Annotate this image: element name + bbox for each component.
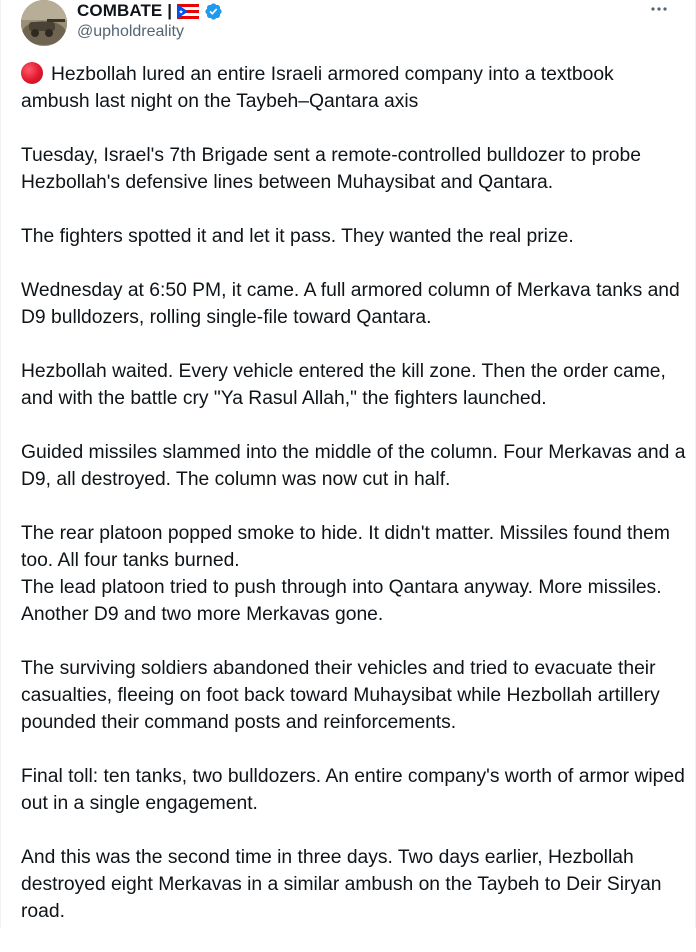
post-paragraph: Guided missiles slammed into the middle of the column. Four Merkavas and a D9, all destroyed. The column was now cut in half. (21, 442, 686, 490)
verified-badge-icon (204, 2, 223, 21)
post-paragraph: The fighters spotted it and let it pass. They wanted the real prize. (21, 226, 574, 247)
author-display-name[interactable]: COMBATE | (77, 1, 173, 20)
avatar-image (21, 0, 67, 46)
post-paragraph: Hezbollah lured an entire Israeli armored company into a textbook ambush last night on the Taybeh–Qantara axis (21, 64, 614, 112)
post-text (21, 61, 686, 952)
post-paragraph: The surviving soldiers abandoned their vehicles and tried to evacuate their casualties, fleeing on foot back toward Muhaysibat while Hezbollah artillery pounded their command posts and reinforcements. (21, 658, 660, 733)
author-handle[interactable]: @upholdreality (77, 23, 184, 40)
post-paragraph: And this was the second time in three days. Two days earlier, Hezbollah destroyed eight Merkavas in a similar ambush on the Taybeh to Deir Siryan road. (21, 847, 662, 922)
post-paragraph: Wednesday at 6:50 PM, it came. A full armored column of Merkava tanks and D9 bulldozers, rolling single-file toward Qantara. (21, 280, 680, 328)
author-name-row[interactable] (77, 0, 223, 22)
post-paragraph: Tuesday, Israel's 7th Brigade sent a remote-controlled bulldozer to probe Hezbollah's defensive lines between Muhaysibat and Qantara. (21, 145, 641, 193)
post-paragraph: The lead platoon tried to push through into Qantara anyway. More missiles. Another D9 and two more Merkavas gone. (21, 577, 662, 625)
post-paragraph: The rear platoon popped smoke to hide. It didn't matter. Missiles found them too. All four tanks burned. (21, 523, 670, 571)
more-options-icon[interactable] (649, 0, 669, 18)
post-paragraph: Final toll: ten tanks, two bulldozers. An entire company's worth of armor wiped out in a single engagement. (21, 766, 685, 814)
post-paragraph: Hezbollah waited. Every vehicle entered the kill zone. Then the order came, and with the battle cry "Ya Rasul Allah," the fighters launched. (21, 361, 666, 409)
avatar[interactable] (21, 0, 67, 46)
red-circle-icon (21, 62, 43, 84)
puerto-rico-flag-icon (177, 4, 199, 19)
